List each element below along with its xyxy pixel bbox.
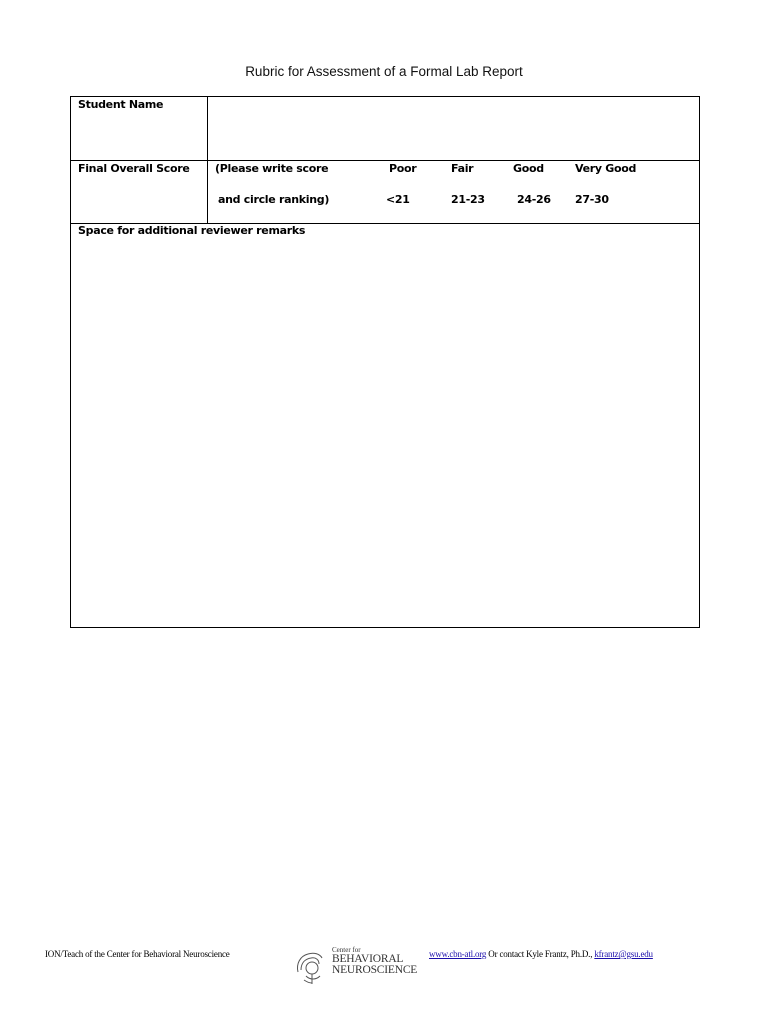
student-name-label: Student Name (78, 98, 164, 111)
ranking-range-poor: <21 (386, 193, 410, 206)
column-divider (207, 97, 208, 223)
logo-wordmark (332, 946, 417, 976)
email-link[interactable]: kfrantz@gsu.edu (594, 949, 653, 959)
ranking-label-poor: Poor (389, 162, 417, 175)
final-score-label: Final Overall Score (78, 162, 190, 175)
student-name-row (71, 97, 699, 161)
rubric-table (70, 96, 700, 628)
logo-line3: NEUROSCIENCE (332, 964, 418, 976)
ranking-range-good: 24-26 (517, 193, 551, 206)
contact-text: Or contact Kyle Frantz, Ph.D., (486, 949, 595, 959)
score-instruction-line2: and circle ranking) (218, 193, 330, 206)
page-title: Rubric for Assessment of a Formal Lab Report (245, 64, 523, 79)
brain-logo-icon (292, 946, 332, 986)
footer (0, 940, 768, 990)
final-score-row (71, 160, 699, 224)
ranking-label-good: Good (513, 162, 544, 175)
logo-line1: Center for (332, 946, 361, 954)
remarks-label: Space for additional reviewer remarks (78, 224, 306, 237)
ranking-range-very-good: 27-30 (575, 193, 609, 206)
footer-affiliation: ION/Teach of the Center for Behavioral Neuroscience (45, 949, 230, 959)
cbn-logo (292, 946, 418, 986)
website-link[interactable]: www.cbn-atl.org (429, 949, 487, 959)
ranking-range-fair: 21-23 (451, 193, 485, 206)
score-instruction-line1: (Please write score (215, 162, 329, 175)
ranking-label-very-good: Very Good (575, 162, 637, 175)
logo-line2: BEHAVIORAL (332, 953, 404, 965)
footer-contact (429, 949, 653, 959)
ranking-label-fair: Fair (451, 162, 474, 175)
